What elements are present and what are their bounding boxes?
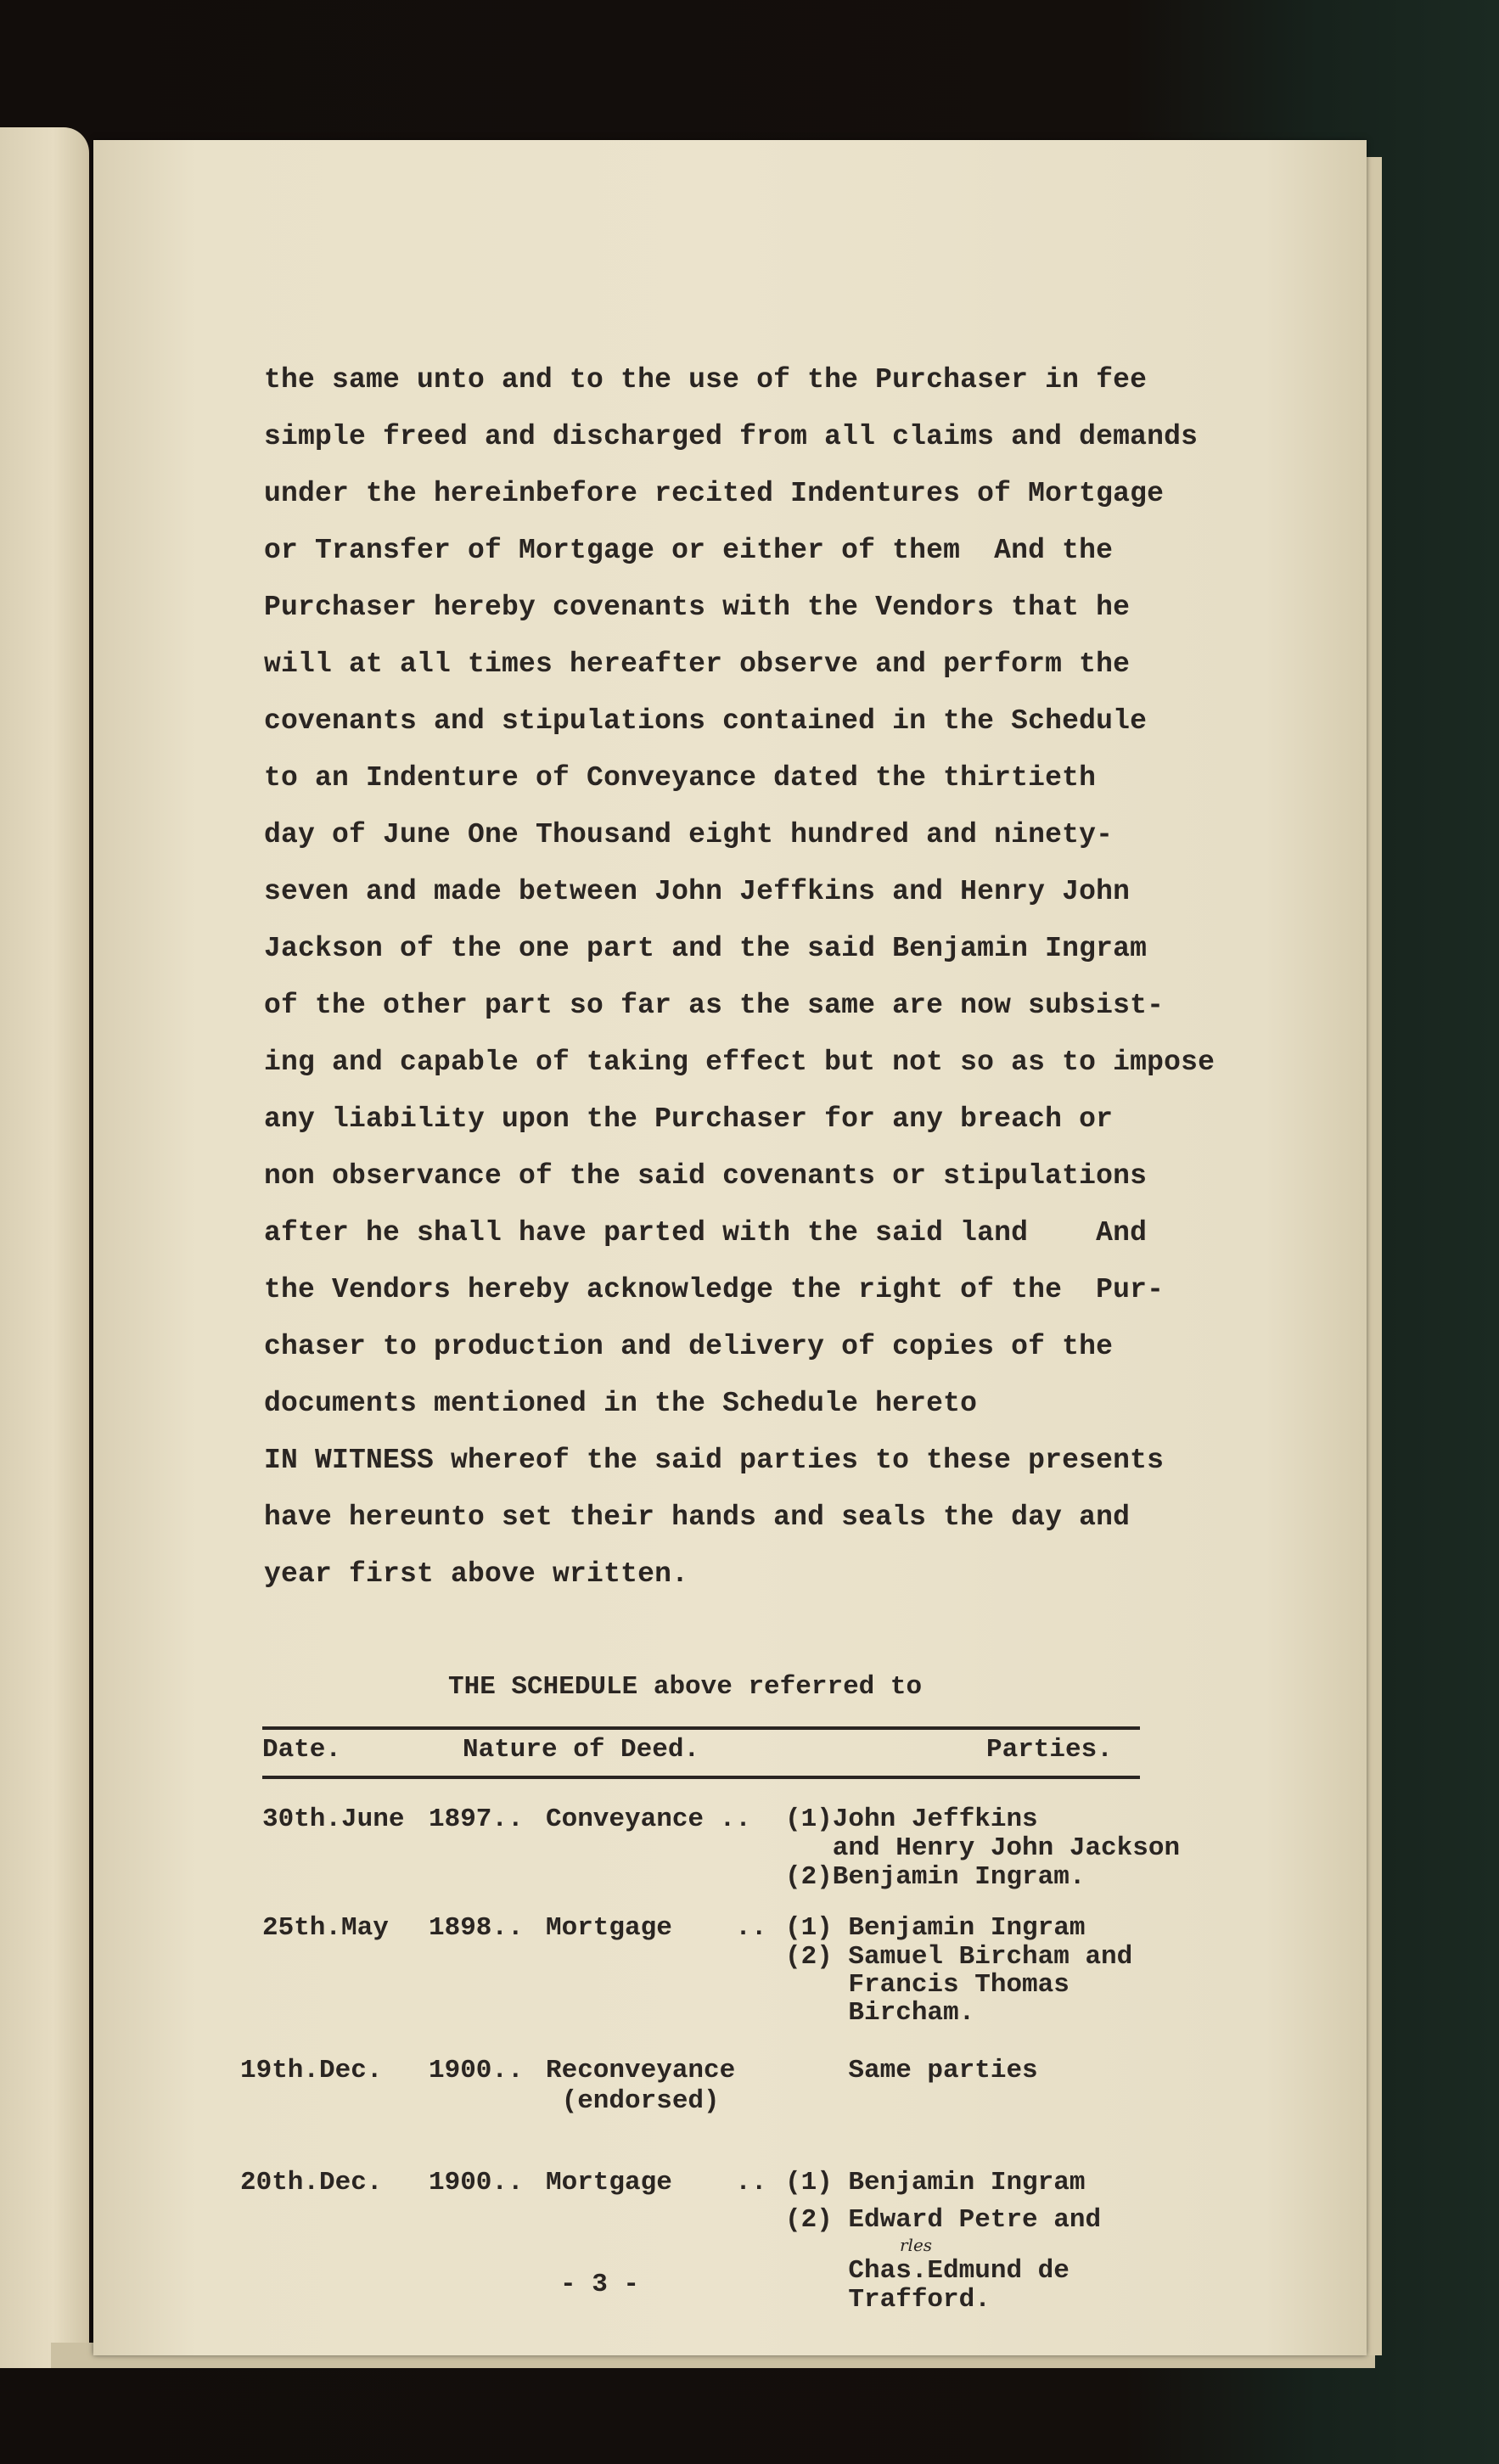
row-nature: Mortgage .. — [546, 1913, 767, 1943]
row-year: 1897.. — [429, 1805, 524, 1834]
body-line: the same unto and to the use of the Purchaser in fee — [264, 364, 1148, 396]
previous-page-edge — [0, 127, 89, 2368]
body-line: seven and made between John Jeffkins and Henry John — [264, 876, 1131, 907]
body-line: under the hereinbefore recited Indentures of Mortgage — [264, 478, 1165, 509]
body-line: ing and capable of taking effect but not so as to impose — [264, 1047, 1215, 1078]
body-line: day of June One Thousand eight hundred and ninety- — [264, 819, 1114, 850]
row-party: (1) Benjamin Ingram — [785, 1913, 1086, 1943]
row-party: (1) Benjamin Ingram — [785, 2168, 1086, 2197]
body-line: chaser to production and delivery of copies of the — [264, 1331, 1114, 1362]
body-line: non observance of the said covenants or stipulations — [264, 1160, 1148, 1192]
body-line: will at all times hereafter observe and perform the — [264, 648, 1131, 680]
header-date: Date. — [262, 1735, 342, 1765]
body-line: to an Indenture of Conveyance dated the thirtieth — [264, 762, 1097, 794]
row-party: Bircham. — [785, 1998, 975, 2028]
row-date: 20th.Dec. — [240, 2168, 383, 2197]
row-year: 1900.. — [429, 2056, 524, 2085]
row-nature: Mortgage .. — [546, 2168, 767, 2197]
body-line: covenants and stipulations contained in the Schedule — [264, 705, 1148, 737]
body-line: year first above written. — [264, 1558, 689, 1590]
row-party: Chas.Edmund de — [785, 2256, 1070, 2286]
body-line: of the other part so far as the same are now subsist- — [264, 990, 1165, 1021]
body-line: the Vendors hereby acknowledge the right of the Pur- — [264, 1274, 1165, 1305]
body-line: Jackson of the one part and the said Benjamin Ingram — [264, 933, 1148, 964]
schedule-top-rule — [262, 1726, 1140, 1730]
row-nature: Reconveyance — [546, 2056, 736, 2085]
row-date: 25th.May — [262, 1913, 389, 1943]
row-party: (2) Samuel Bircham and — [785, 1942, 1133, 1972]
body-line: or Transfer of Mortgage or either of them And the — [264, 535, 1114, 566]
body-line: IN WITNESS whereof the said parties to these presents — [264, 1445, 1165, 1476]
row-year: 1900.. — [429, 2168, 524, 2197]
page-number: - 3 - — [560, 2270, 640, 2299]
header-parties: Parties. — [986, 1735, 1113, 1765]
handwritten-annotation: rles — [900, 2235, 933, 2255]
row-party: (2)Benjamin Ingram. — [785, 1862, 1086, 1892]
row-party: Trafford. — [785, 2285, 991, 2315]
body-line: have hereunto set their hands and seals the day and — [264, 1501, 1131, 1533]
header-nature: Nature of Deed. — [463, 1735, 700, 1765]
body-line: simple freed and discharged from all claims and demands — [264, 421, 1199, 452]
body-line: Purchaser hereby covenants with the Vendors that he — [264, 592, 1131, 623]
row-party: (2) Edward Petre and — [785, 2205, 1102, 2235]
schedule-title: THE SCHEDULE above referred to — [448, 1672, 923, 1702]
body-line: any liability upon the Purchaser for any breach or — [264, 1103, 1114, 1135]
row-party: Same parties — [785, 2056, 1038, 2085]
row-date: 30th.June — [262, 1805, 405, 1834]
row-nature-note: (endorsed) — [546, 2086, 720, 2116]
row-party: (1)John Jeffkins — [785, 1805, 1038, 1834]
row-year: 1898.. — [429, 1913, 524, 1943]
row-party: and Henry John Jackson — [785, 1833, 1181, 1863]
body-line: after he shall have parted with the said land And — [264, 1217, 1148, 1249]
row-nature: Conveyance .. — [546, 1805, 751, 1834]
body-line: documents mentioned in the Schedule hereto — [264, 1388, 978, 1419]
schedule-header-rule — [262, 1776, 1140, 1779]
row-date: 19th.Dec. — [240, 2056, 383, 2085]
row-party: Francis Thomas — [785, 1970, 1070, 2000]
